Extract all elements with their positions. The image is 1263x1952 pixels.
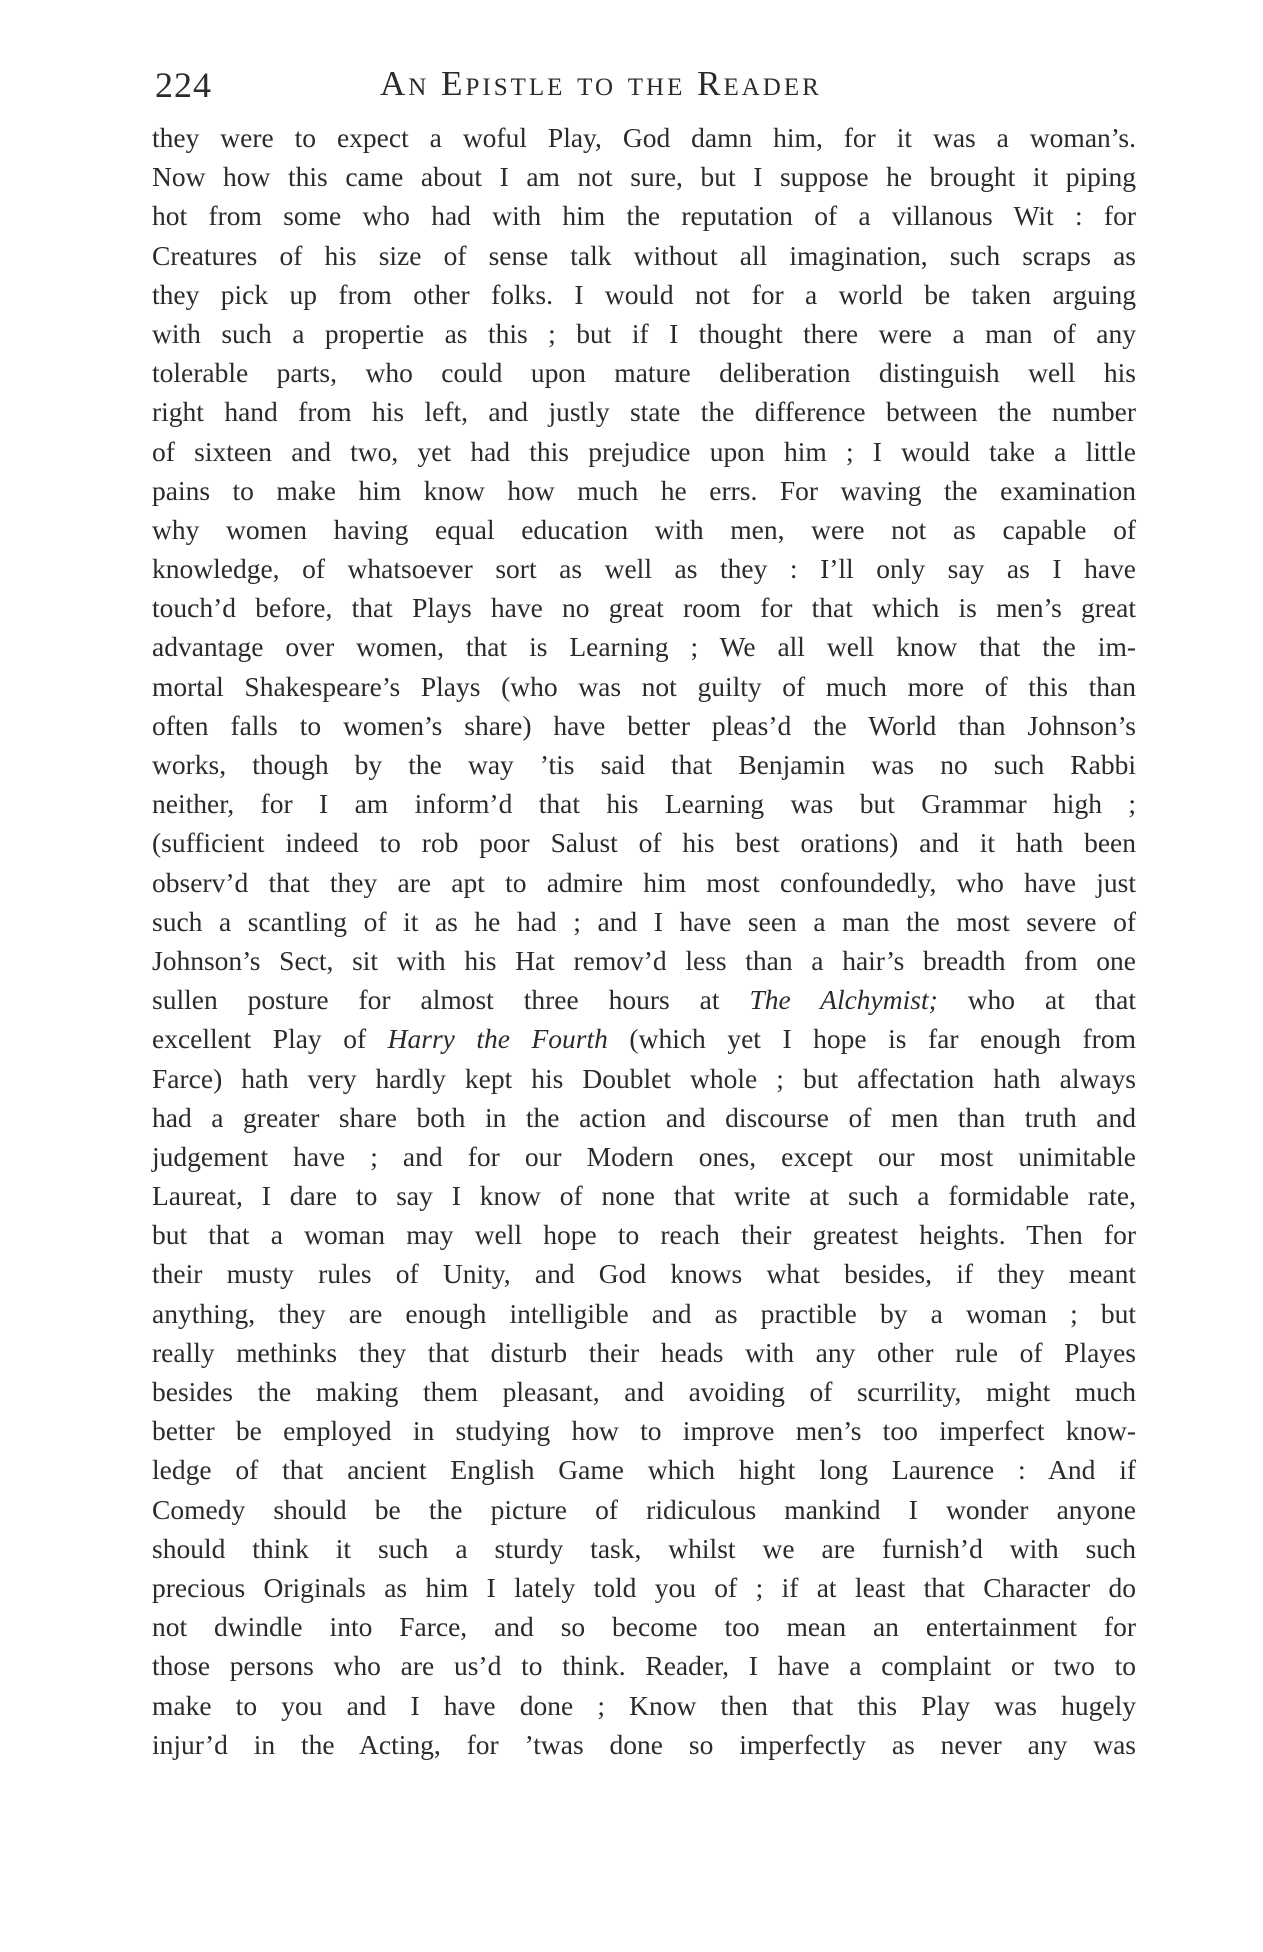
text-line: mortal Shakespeare’s Plays (who was not guilty of much more of this than	[152, 670, 1136, 702]
text-line: Johnson’s Sect, sit with his Hat remov’d less than a hair’s breadth from one	[152, 944, 1136, 976]
running-title: An Epistle to the Reader	[380, 64, 822, 103]
text-line: why women having equal education with men, were not as capable of	[152, 513, 1136, 545]
text-line: advantage over women, that is Learning ; We all well know that the im-	[152, 631, 1136, 663]
text-line: Creatures of his size of sense talk without all imagination, such scraps as	[152, 239, 1136, 271]
text-line: but that a woman may well hope to reach their greatest heights. Then for	[152, 1219, 1136, 1251]
text-line: pains to make him know how much he errs. For waving the examination	[152, 474, 1136, 506]
text-line: make to you and I have done ; Know then that this Play was hugely	[152, 1689, 1136, 1721]
text-line: anything, they are enough intelligible and as practible by a woman ; but	[152, 1297, 1136, 1329]
text-line: knowledge, of whatsoever sort as well as they : I’ll only say as I have	[152, 553, 1136, 585]
text-line: they were to expect a woful Play, God damn him, for it was a woman’s.	[152, 122, 1136, 153]
text-line: Farce) hath very hardly kept his Doublet whole ; but affectation hath always	[152, 1062, 1136, 1094]
text-line: had a greater share both in the action and discourse of men than truth and	[152, 1101, 1136, 1133]
text-line: their musty rules of Unity, and God knows what besides, if they meant	[152, 1258, 1136, 1290]
text-line: judgement have ; and for our Modern ones, except our most unimitable	[152, 1140, 1136, 1172]
text-line: better be employed in studying how to improve men’s too imperfect know-	[152, 1415, 1136, 1447]
text-line: those persons who are us’d to think. Reader, I have a complaint or two to	[152, 1650, 1136, 1682]
text-line: touch’d before, that Plays have no great room for that which is men’s great	[152, 592, 1136, 624]
text-line: injur’d in the Acting, for ’twas done so imperfectly as never any was	[152, 1728, 1136, 1760]
text-line: neither, for I am inform’d that his Learning was but Grammar high ;	[152, 788, 1136, 820]
text-line: Now how this came about I am not sure, but I suppose he brought it piping	[152, 161, 1136, 193]
text-line: Laureat, I dare to say I know of none that write at such a formidable rate,	[152, 1180, 1136, 1212]
text-line: sullen posture for almost three hours at The Alchymist; who at that	[152, 984, 1136, 1016]
page-number: 224	[155, 65, 212, 105]
text-line: really methinks they that disturb their heads with any other rule of Playes	[152, 1336, 1136, 1368]
text-line: observ’d that they are apt to admire him most confoundedly, who have just	[152, 866, 1136, 898]
text-line: often falls to women’s share) have better pleas’d the World than Johnson’s	[152, 709, 1136, 741]
text-line: besides the making them pleasant, and avoiding of scurrility, might much	[152, 1376, 1136, 1407]
text-line: not dwindle into Farce, and so become too mean an entertainment for	[152, 1611, 1136, 1643]
text-line: excellent Play of Harry the Fourth (which yet I hope is far enough from	[152, 1023, 1136, 1055]
text-line: should think it such a sturdy task, whilst we are furnish’d with such	[152, 1532, 1136, 1564]
body-text	[152, 118, 1136, 1764]
text-line: precious Originals as him I lately told you of ; if at least that Character do	[152, 1571, 1136, 1603]
text-line: ledge of that ancient English Game which hight long Laurence : And if	[152, 1454, 1136, 1486]
text-line: tolerable parts, who could upon mature deliberation distinguish well his	[152, 357, 1136, 389]
text-line: hot from some who had with him the reputation of a villanous Wit : for	[152, 200, 1136, 232]
text-line: with such a propertie as this ; but if I thought there were a man of any	[152, 317, 1136, 349]
text-line: works, though by the way ’tis said that Benjamin was no such Rabbi	[152, 749, 1136, 780]
text-line: such a scantling of it as he had ; and I have seen a man the most severe of	[152, 905, 1136, 937]
text-line: they pick up from other folks. I would not for a world be taken arguing	[152, 278, 1136, 310]
text-line: of sixteen and two, yet had this prejudice upon him ; I would take a little	[152, 435, 1136, 467]
text-line: (sufficient indeed to rob poor Salust of his best orations) and it hath been	[152, 827, 1136, 859]
text-line: Comedy should be the picture of ridiculous mankind I wonder anyone	[152, 1493, 1136, 1525]
text-line: right hand from his left, and justly state the difference between the number	[152, 396, 1136, 428]
